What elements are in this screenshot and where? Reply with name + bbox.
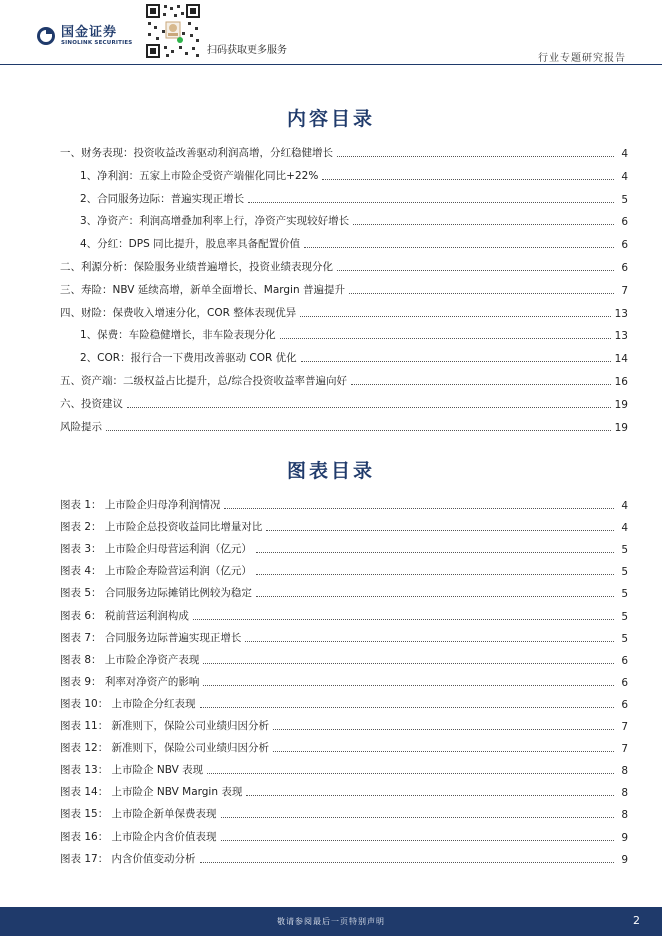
dot-leader (248, 202, 614, 203)
figure-entry[interactable] (60, 733, 628, 755)
figure-entry-page-number: 5 (621, 566, 628, 579)
figure-entry-title: 图表 15： 上市险企新单保费表现 (60, 808, 217, 821)
dot-leader (301, 361, 611, 362)
figure-entry-page-number: 5 (621, 588, 628, 601)
dot-leader (203, 663, 614, 664)
toc-entry-page-number: 7 (621, 284, 628, 297)
figure-entry-page-number: 4 (621, 522, 628, 535)
dot-leader (106, 430, 611, 431)
logo-mark-icon (36, 26, 56, 46)
toc-entry-title: 2、合同服务边际：普遍实现正增长 (80, 192, 245, 205)
toc-entry-page-number: 13 (614, 330, 628, 343)
figure-entry-title: 图表 3： 上市险企归母营运利润（亿元） (60, 543, 252, 556)
figure-entry-page-number: 5 (621, 632, 628, 645)
figure-entry-page-number: 5 (621, 544, 628, 557)
figure-entry[interactable] (60, 534, 628, 556)
figure-entry-title: 图表 9： 利率对净资产的影响 (60, 675, 200, 688)
scan-for-services-text: 扫码获取更多服务 (207, 45, 287, 56)
figure-entry-page-number: 6 (621, 654, 628, 667)
toc-entry-title: 三、寿险：NBV 延续高增，新单全面增长、Margin 普遍提升 (60, 283, 345, 296)
dot-leader (349, 293, 614, 294)
toc-entry-title: 4、分红：DPS 同比提升，股息率具备配置价值 (80, 238, 301, 251)
toc-entry-page-number: 6 (621, 216, 628, 229)
dot-leader (337, 270, 614, 271)
toc-entry-title: 1、净利润：五家上市险企受资产端催化同比+22% (80, 169, 319, 182)
figure-entry-page-number: 8 (621, 765, 628, 778)
toc-entry-page-number: 6 (621, 262, 628, 274)
figure-entry[interactable] (60, 844, 628, 866)
figure-entry-title: 图表 14： 上市险企 NBV Margin 表现 (60, 786, 243, 799)
figure-entry[interactable] (60, 645, 628, 667)
toc-entry-title: 一、财务表现：投资收益改善驱动利润高增，分红稳健增长 (60, 147, 333, 159)
dot-leader (200, 862, 614, 863)
toc-entry[interactable] (80, 206, 628, 228)
figures-title: 图表目录 (286, 460, 375, 482)
dot-leader (207, 773, 614, 774)
figure-entry-title: 图表 1： 上市险企归母净利润情况 (60, 499, 221, 511)
toc-entry-title: 2、COR：报行合一下费用改善驱动 COR 优化 (80, 352, 297, 365)
figure-entry-page-number: 7 (621, 743, 628, 756)
toc-entry-title: 3、净资产：利润高增叠加利率上行，净资产实现较好增长 (80, 215, 350, 228)
figure-entry-page-number: 8 (621, 809, 628, 822)
figure-entry[interactable] (60, 556, 628, 578)
dot-leader (266, 530, 614, 531)
dot-leader (127, 407, 611, 408)
figure-entry[interactable] (60, 490, 628, 512)
toc-entry-page-number: 4 (621, 148, 628, 160)
figure-entry-title: 图表 8： 上市险企净资产表现 (60, 653, 200, 666)
figure-entry-page-number: 7 (621, 721, 628, 733)
company-logo (36, 26, 132, 47)
figure-entry-page-number: 5 (621, 610, 628, 623)
contents-title: 内容目录 (286, 108, 375, 130)
dot-leader (322, 179, 614, 180)
figure-entry[interactable] (60, 512, 628, 534)
qr-code-icon[interactable] (144, 2, 202, 60)
figure-entry-page-number: 4 (621, 500, 628, 512)
toc-entry-page-number: 4 (621, 170, 628, 183)
figure-entry[interactable] (60, 667, 628, 689)
figure-entry[interactable] (60, 755, 628, 777)
figure-entry[interactable] (60, 822, 628, 844)
toc-entry-title: 六、投资建议 (60, 397, 123, 410)
disclaimer-note: 敬请参阅最后一页特别声明 (277, 917, 385, 926)
figure-entry-title: 图表 16： 上市险企内含价值表现 (60, 830, 217, 843)
dot-leader (351, 384, 611, 385)
figure-entry-title: 图表 2： 上市险企总投资收益同比增量对比 (60, 521, 263, 534)
figure-entry-page-number: 6 (621, 698, 628, 711)
dot-leader (256, 596, 614, 597)
toc-entry[interactable] (60, 298, 628, 320)
toc-entry[interactable] (60, 412, 628, 434)
toc-entry[interactable] (60, 389, 628, 411)
figure-entry-title: 图表 12： 新准则下，保险公司业绩归因分析 (60, 742, 270, 755)
toc-entry[interactable] (60, 275, 628, 297)
figure-entry-page-number: 9 (621, 853, 628, 866)
toc-entry-page-number: 19 (614, 398, 628, 411)
figure-entry[interactable] (60, 578, 628, 600)
dot-leader (245, 641, 614, 642)
dot-leader (203, 685, 614, 686)
toc-entry-title: 四、财险：保费收入增速分化，COR 整体表现优异 (60, 306, 297, 319)
figure-entry-title: 图表 6： 税前营运利润构成 (60, 609, 189, 622)
figure-entry-page-number: 6 (621, 676, 628, 689)
figure-entry-page-number: 9 (621, 831, 628, 844)
dot-leader (221, 817, 614, 818)
dot-leader (337, 156, 614, 157)
dot-leader (200, 707, 614, 708)
figure-entry[interactable] (60, 623, 628, 645)
dot-leader (224, 508, 614, 509)
toc-entry-page-number: 14 (614, 353, 628, 366)
dot-leader (304, 247, 614, 248)
toc-entry[interactable] (60, 138, 628, 160)
page-number: 2 (633, 914, 640, 927)
header-divider (0, 64, 662, 65)
dot-leader (193, 619, 614, 620)
figure-entry[interactable] (60, 689, 628, 711)
report-type-label: 行业专题研究报告 (538, 53, 626, 64)
figure-entry-title: 图表 11： 新准则下，保险公司业绩归因分析 (60, 720, 270, 732)
toc-entry[interactable] (80, 343, 628, 365)
figure-entry-page-number: 8 (621, 787, 628, 800)
figure-entry-title: 图表 10： 上市险企分红表现 (60, 697, 196, 710)
toc-entry[interactable] (80, 184, 628, 206)
dot-leader (256, 574, 614, 575)
toc-entry-page-number: 16 (614, 376, 628, 388)
dot-leader (273, 751, 614, 752)
figure-entry-title: 图表 4： 上市险企寿险营运利润（亿元） (60, 565, 252, 578)
toc-entry[interactable] (80, 161, 628, 183)
dot-leader (246, 795, 614, 796)
toc-entry[interactable] (60, 252, 628, 274)
figure-entry[interactable] (60, 601, 628, 623)
logo-name-en: SINOLINK SECURITIES (61, 40, 133, 46)
toc-entry-page-number: 6 (621, 239, 628, 252)
figure-entry[interactable] (60, 711, 628, 733)
dot-leader (353, 224, 614, 225)
dot-leader (256, 552, 614, 553)
dot-leader (221, 840, 614, 841)
page-header (0, 0, 662, 64)
figure-entry-title: 图表 5： 合同服务边际摊销比例较为稳定 (60, 587, 252, 600)
toc-entry-page-number: 19 (614, 421, 628, 434)
page-footer (0, 907, 662, 936)
toc-entry-page-number: 13 (614, 307, 628, 320)
figure-entry-title: 图表 13： 上市险企 NBV 表现 (60, 764, 204, 777)
toc-entry[interactable] (80, 229, 628, 251)
logo-name-cn: 国金证券 (61, 25, 118, 40)
toc-entry[interactable] (60, 366, 628, 388)
toc-entry-page-number: 5 (621, 193, 628, 206)
dot-leader (280, 338, 611, 339)
toc-entry-title: 1、保费：车险稳健增长，非车险表现分化 (80, 329, 276, 342)
figure-entry-title: 图表 7： 合同服务边际普遍实现正增长 (60, 631, 242, 644)
figure-entry-title: 图表 17： 内含价值变动分析 (60, 852, 196, 865)
toc-entry[interactable] (80, 320, 628, 342)
toc-entry-title: 风险提示 (60, 420, 102, 433)
toc-entry-title: 五、资产端：二级权益占比提升，总/综合投资收益率普遍向好 (60, 375, 348, 387)
figure-entry[interactable] (60, 799, 628, 821)
dot-leader (300, 316, 610, 317)
dot-leader (273, 729, 614, 730)
figure-entry[interactable] (60, 777, 628, 799)
toc-entry-title: 二、利源分析：保险服务业绩普遍增长，投资业绩表现分化 (60, 261, 333, 273)
